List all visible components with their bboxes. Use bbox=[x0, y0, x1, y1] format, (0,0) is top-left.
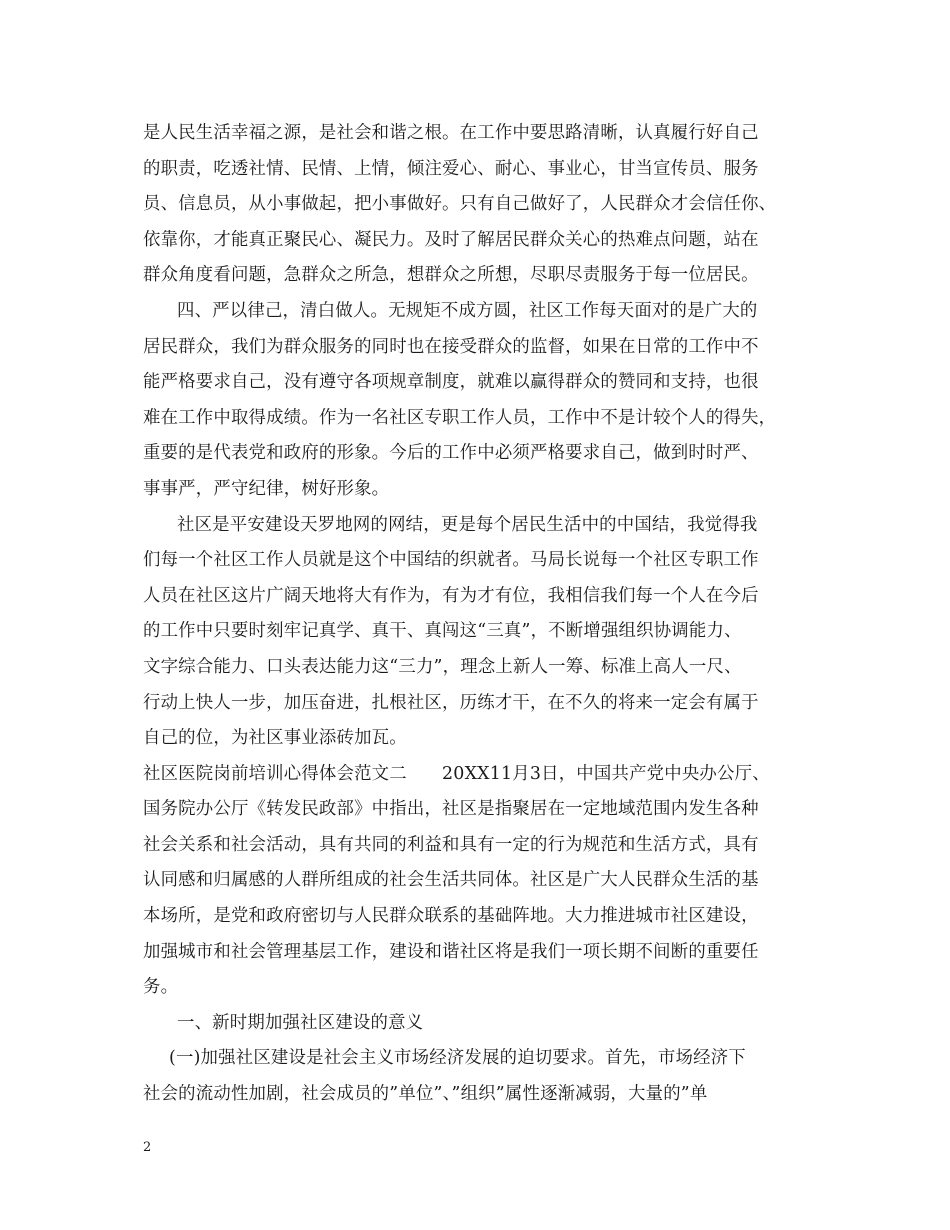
text-line: 国务院办公厅《转发民政部》中指出，社区是指聚居在一定地域范围内发生各种 bbox=[143, 799, 759, 820]
paragraph-first-line: 四、严以律己，清白做人。无规矩不成方圆，社区工作每天面对的是广大的 bbox=[177, 300, 758, 321]
text-line: 居民群众，我们为群众服务的同时也在接受群众的监督，如果在日常的工作中不 bbox=[143, 336, 759, 357]
text-line: 务。 bbox=[143, 977, 179, 998]
text-line: 社会关系和社会活动，具有共同的利益和具有一定的行为规范和生活方式，具有 bbox=[143, 834, 759, 855]
text-line: 自己的位，为社区事业添砖加瓦。 bbox=[143, 728, 407, 749]
text-line: 是人民生活幸福之源，是社会和谐之根。在工作中要思路清晰，认真履行好自己 bbox=[143, 123, 759, 143]
subheading-line: 一、新时期加强社区建设的意义 bbox=[177, 1012, 424, 1033]
text-line: 群众角度看问题，急群众之所急，想群众之所想，尽职尽责服务于每一位居民。 bbox=[143, 265, 759, 286]
document-body bbox=[143, 116, 808, 1113]
text-line: 人员在社区这片广阔天地将大有作为，有为才有位，我相信我们每一个人在今后 bbox=[143, 585, 759, 606]
text-line: 能严格要求自己，没有遵守各项规章制度，就难以赢得群众的赞同和支持，也很 bbox=[143, 372, 759, 393]
section-heading-line: 社区医院岗前培训心得体会范文二 20XX11月3日，中国共产党中央办公厅、 bbox=[143, 763, 770, 784]
text-line: 的工作中只要时刻牢记真学、真干、真闯这“三真”，不断增强组织协调能力、 bbox=[143, 621, 742, 642]
paragraph-first-line: (一)加强社区建设是社会主义市场经济发展的迫切要求。首先，市场经济下 bbox=[169, 1048, 746, 1069]
text-line: 文字综合能力、口头表达能力这“三力”，理念上新人一筹、标准上高人一尺、 bbox=[143, 656, 742, 677]
paragraph-first-line: 社区是平安建设天罗地网的网结，更是每个居民生活中的中国结，我觉得我 bbox=[177, 514, 758, 535]
text-line: 加强城市和社会管理基层工作，建设和谐社区将是我们一项长期不间断的重要任 bbox=[143, 941, 759, 962]
text-line: 事事严，严守纪律，树好形象。 bbox=[143, 478, 390, 499]
text-line: 的职责，吃透社情、民情、上情，倾注爱心、耐心、事业心，甘当宣传员、服务 bbox=[143, 158, 759, 179]
text-line: 员、信息员，从小事做起，把小事做好。只有自己做好了，人民群众才会信任你、 bbox=[143, 194, 777, 215]
text-line: 本场所，是党和政府密切与人民群众联系的基础阵地。大力推进城市社区建设， bbox=[143, 906, 759, 927]
text-line: 依靠你，才能真正聚民心、凝民力。及时了解居民群众关心的热难点问题，站在 bbox=[143, 229, 759, 250]
text-line: 社会的流动性加剧，社会成员的”单位”、”组织”属性逐渐减弱，大量的”单 bbox=[143, 1084, 708, 1105]
text-line: 行动上快人一步，加压奋进，扎根社区，历练才干，在不久的将来一定会有属于 bbox=[143, 692, 759, 713]
page-number: 2 bbox=[143, 1140, 152, 1155]
text-line: 们每一个社区工作人员就是这个中国结的织就者。马局长说每一个社区专职工作 bbox=[143, 550, 759, 571]
text-line: 认同感和归属感的人群所组成的社会生活共同体。社区是广大人民群众生活的基 bbox=[143, 870, 759, 891]
text-line: 重要的是代表党和政府的形象。今后的工作中必须严格要求自己，做到时时严、 bbox=[143, 443, 759, 464]
text-line: 难在工作中取得成绩。作为一名社区专职工作人员，工作中不是计较个人的得失， bbox=[143, 407, 777, 428]
